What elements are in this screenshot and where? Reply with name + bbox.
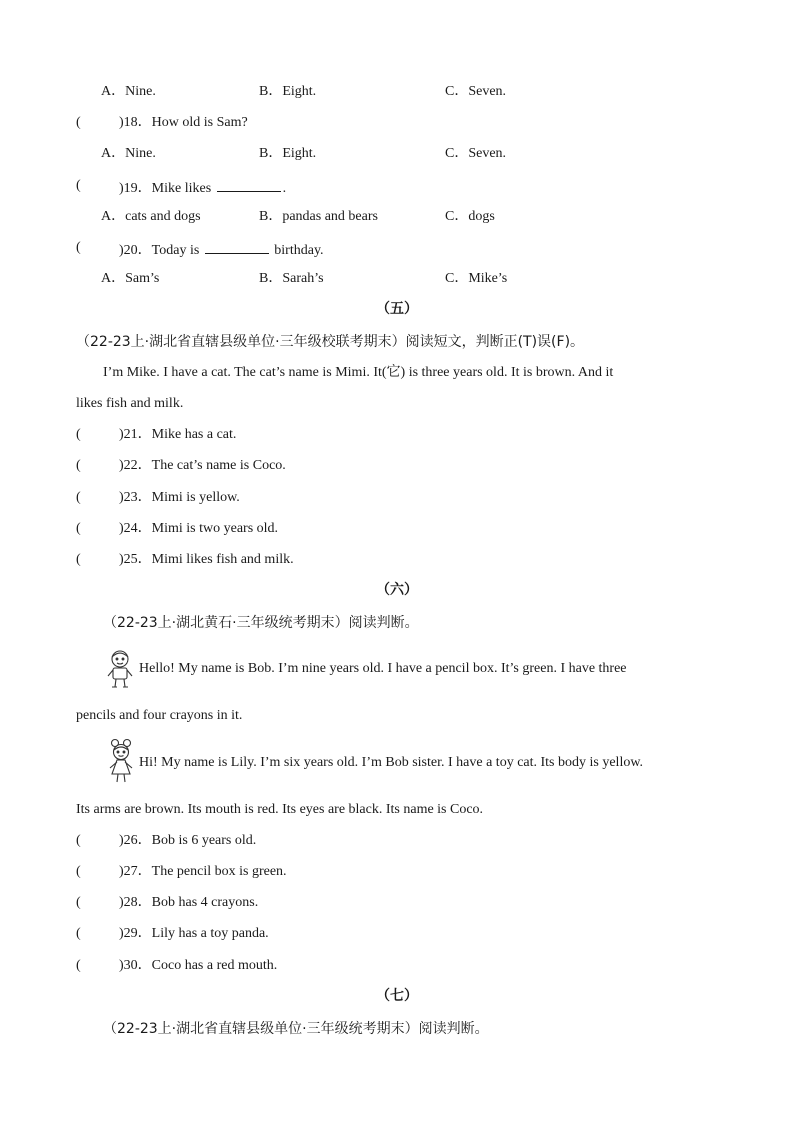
section-heading: （五） bbox=[376, 301, 418, 317]
answer-paren: ( bbox=[76, 926, 81, 941]
q19-stem: )19．Mike likes bbox=[119, 181, 212, 196]
answer-paren: ( bbox=[76, 427, 81, 442]
lily-text-line: Hi! My name is Lily. I’m six years old. I’m Bob sister. I have a toy cat. Its body is yellow. bbox=[139, 755, 644, 770]
q19-question bbox=[119, 177, 286, 198]
q18-question: )18．How old is Sam? bbox=[119, 115, 248, 130]
section-instruction: （22-23上·湖北省直辖县级单位·三年级校联考期末）阅读短文，判断正(T)误(F)。 bbox=[76, 334, 585, 350]
q19-end: . bbox=[282, 181, 287, 196]
question: )29．Lily has a toy panda. bbox=[119, 926, 269, 941]
answer-paren: ( bbox=[76, 178, 81, 193]
question: )21．Mike has a cat. bbox=[119, 427, 237, 442]
answer-blank bbox=[217, 177, 281, 192]
question: )24．Mimi is two years old. bbox=[119, 521, 279, 536]
question: )25．Mimi likes fish and milk. bbox=[119, 552, 294, 567]
bob-text-line: pencils and four crayons in it. bbox=[76, 708, 243, 723]
section-heading: （六） bbox=[376, 582, 418, 598]
passage-line: likes fish and milk. bbox=[76, 396, 184, 411]
q20-option-b: B．Sarah’s bbox=[259, 271, 324, 286]
section-instruction: （22-23上·湖北黄石·三年级统考期末）阅读判断。 bbox=[103, 615, 419, 631]
answer-paren: ( bbox=[76, 240, 81, 255]
question: )23．Mimi is yellow. bbox=[119, 490, 240, 505]
passage-line: I’m Mike. I have a cat. The cat’s name is Mimi. It(它) is three years old. It is brown. And it bbox=[103, 365, 614, 380]
answer-paren: ( bbox=[76, 521, 81, 536]
q20-option-c: C．Mike’s bbox=[445, 271, 508, 286]
q17-option-c: C．Seven. bbox=[445, 84, 507, 99]
section-instruction: （22-23上·湖北省直辖县级单位·三年级统考期末）阅读判断。 bbox=[103, 1021, 489, 1037]
question: )26．Bob is 6 years old. bbox=[119, 833, 257, 848]
q19-option-a: A．cats and dogs bbox=[101, 209, 201, 224]
q18-option-c: C．Seven. bbox=[445, 146, 507, 161]
boy-icon bbox=[103, 648, 137, 690]
q20-end: birthday. bbox=[274, 243, 324, 258]
answer-paren: ( bbox=[76, 458, 81, 473]
question: )22．The cat’s name is Coco. bbox=[119, 458, 286, 473]
q18-option-a: A．Nine. bbox=[101, 146, 156, 161]
q19-option-c: C．dogs bbox=[445, 209, 495, 224]
answer-paren: ( bbox=[76, 895, 81, 910]
question: )28．Bob has 4 crayons. bbox=[119, 895, 259, 910]
answer-paren: ( bbox=[76, 864, 81, 879]
q17-option-a: A．Nine. bbox=[101, 84, 156, 99]
question: )30．Coco has a red mouth. bbox=[119, 958, 278, 973]
q20-option-a: A．Sam’s bbox=[101, 271, 160, 286]
q17-option-b: B．Eight. bbox=[259, 84, 317, 99]
answer-paren: ( bbox=[76, 490, 81, 505]
answer-paren: ( bbox=[76, 958, 81, 973]
section-heading: （七） bbox=[376, 988, 418, 1004]
question: )27．The pencil box is green. bbox=[119, 864, 287, 879]
bob-text-line: Hello! My name is Bob. I’m nine years old. I have a pencil box. It’s green. I have three bbox=[139, 661, 627, 676]
answer-paren: ( bbox=[76, 833, 81, 848]
answer-paren: ( bbox=[76, 115, 81, 130]
answer-blank bbox=[205, 239, 269, 254]
q20-stem: )20．Today is bbox=[119, 243, 200, 258]
answer-paren: ( bbox=[76, 552, 81, 567]
q19-option-b: B．pandas and bears bbox=[259, 209, 378, 224]
q18-option-b: B．Eight. bbox=[259, 146, 317, 161]
girl-icon bbox=[103, 738, 139, 784]
q20-question bbox=[119, 239, 324, 260]
lily-text-line: Its arms are brown. Its mouth is red. Its eyes are black. Its name is Coco. bbox=[76, 802, 484, 817]
